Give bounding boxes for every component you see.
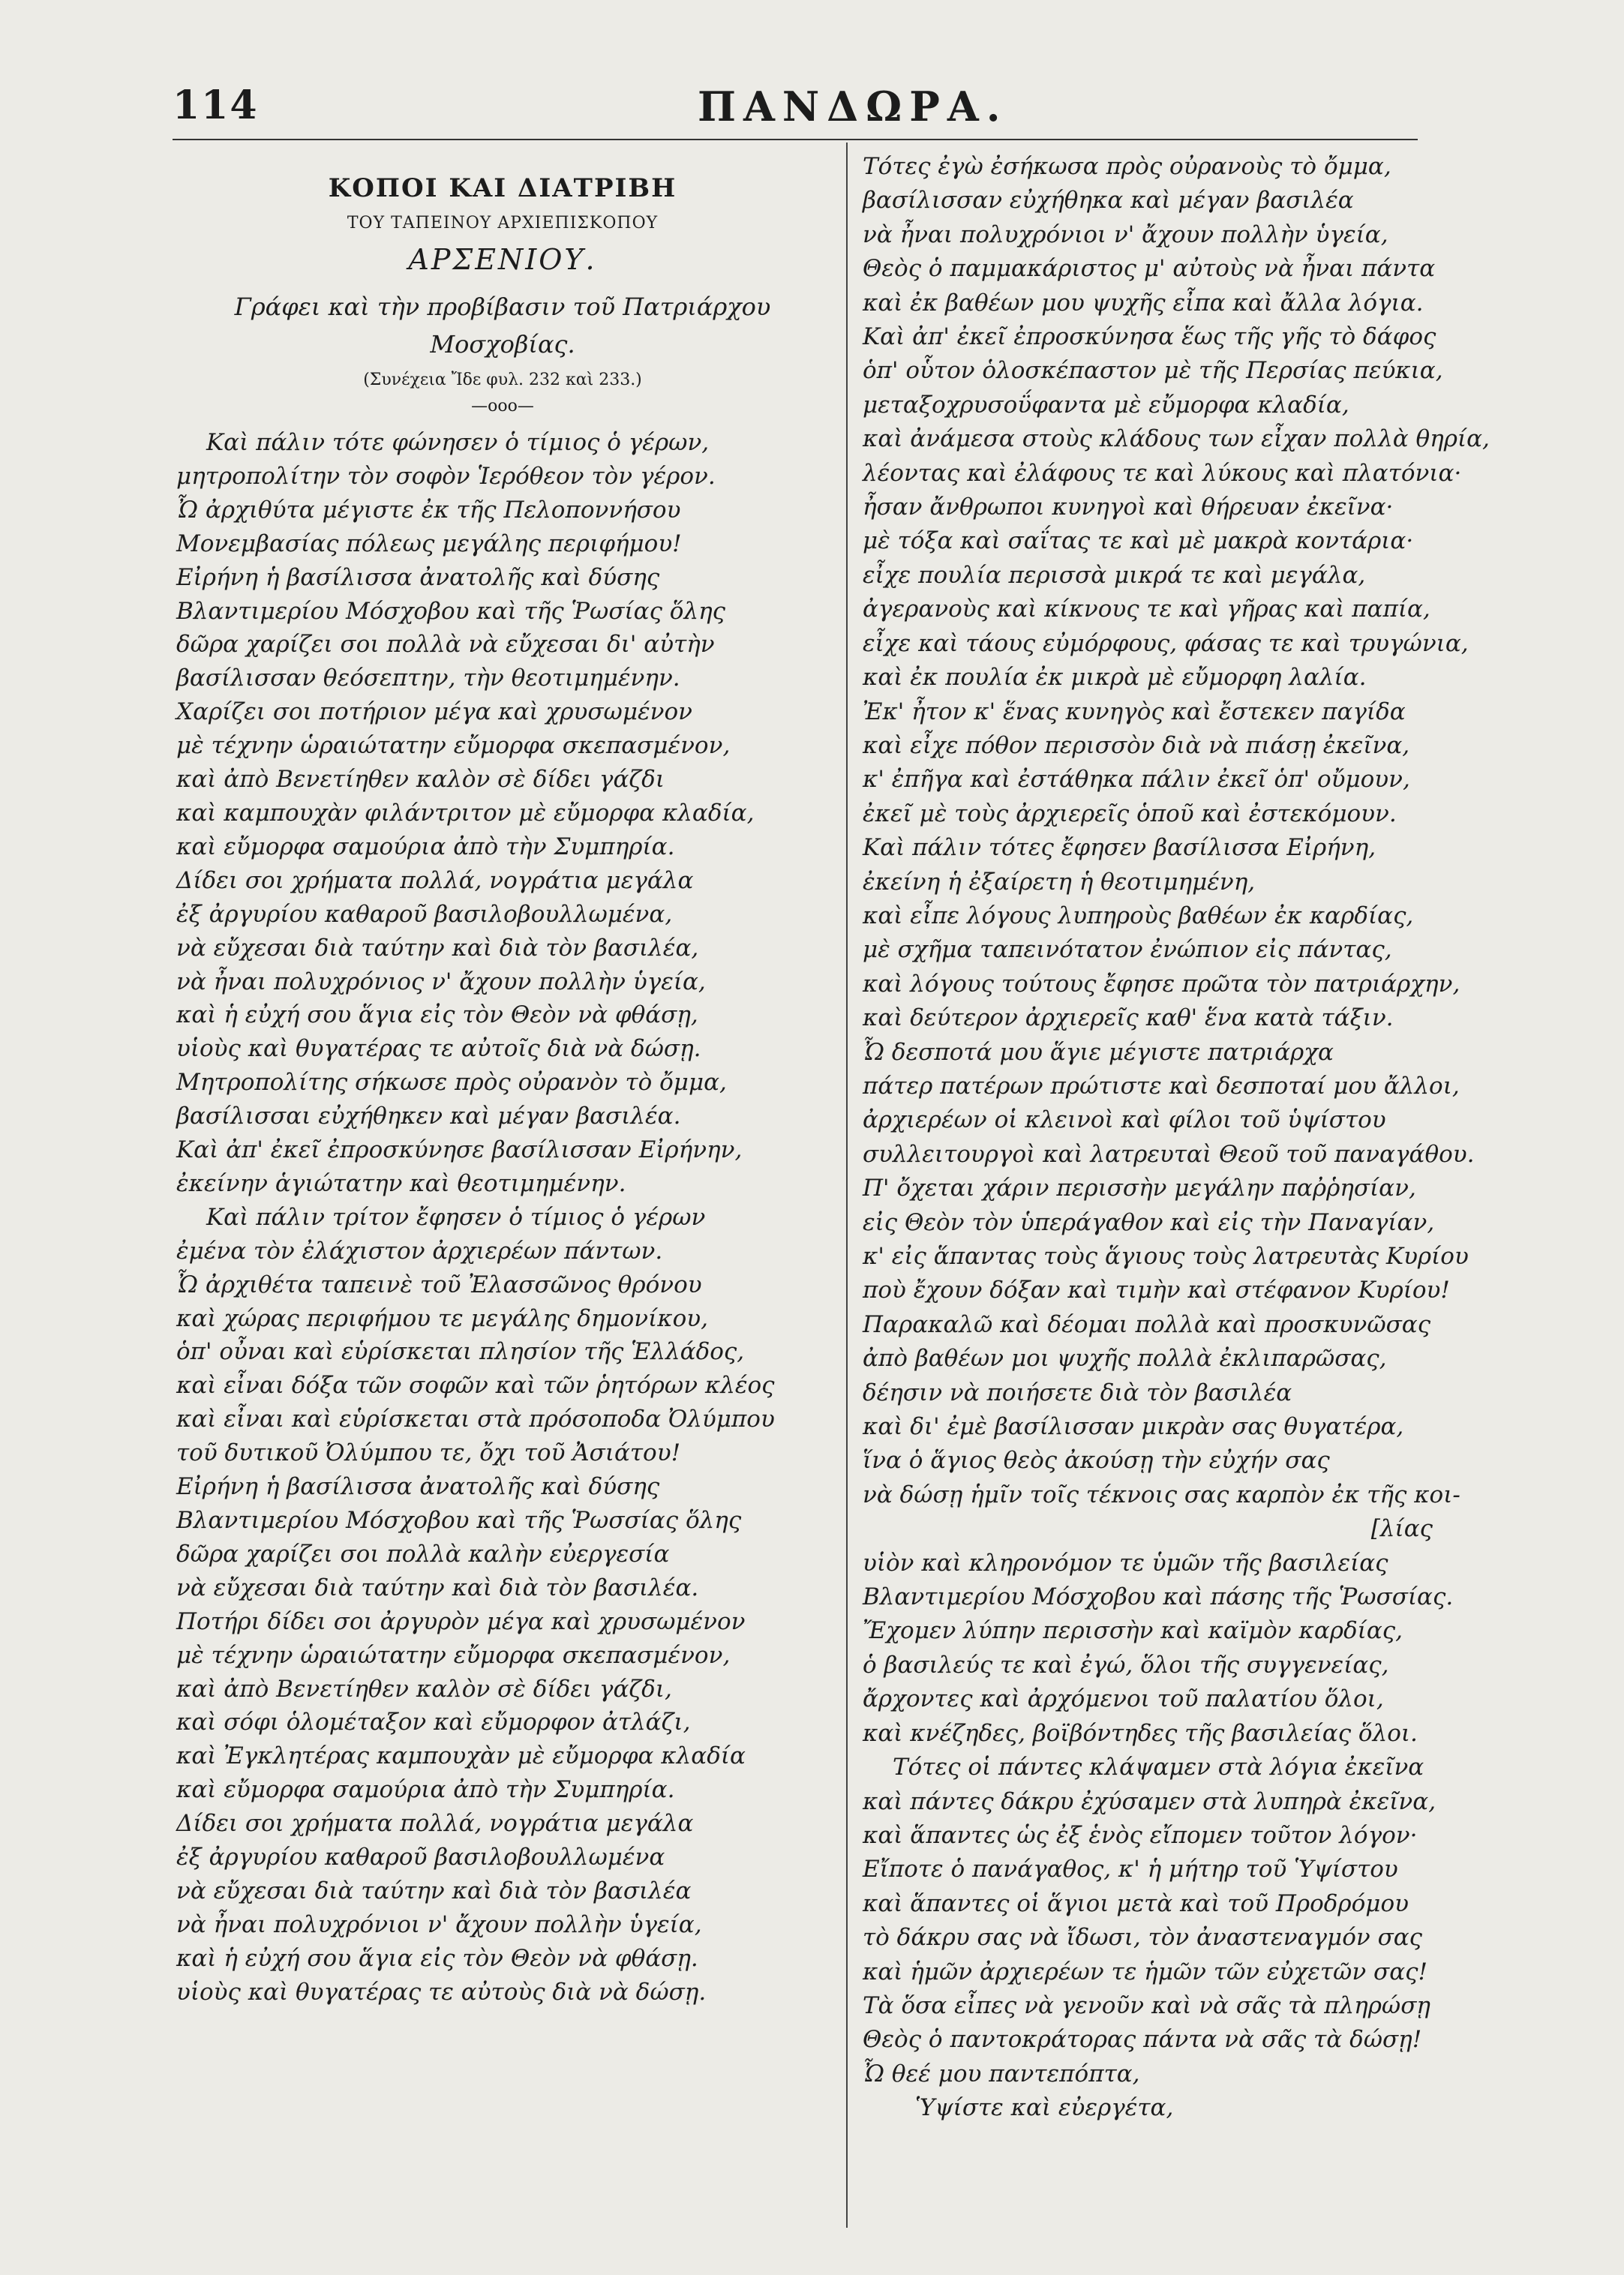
verse-line: Βλαντιμερίου Μόσχοβου καὶ τῆς Ῥωσίας ὅλης (176, 597, 726, 625)
verse-line: Ἔχομεν λύπην περισσὴν καὶ καϊμὸν καρδίας, (863, 1617, 1403, 1645)
verse-line: βασίλισσαν εὐχήθηκα καὶ μέγαν βασιλέα (863, 187, 1354, 215)
verse-line: Εἰρήνη ἡ βασίλισσα ἀνατολῆς καὶ δύσης (176, 563, 660, 591)
verse-line: μὲ τόξα καὶ σαΐτας τε καὶ μὲ μακρὰ κοντάρια· (863, 527, 1414, 555)
verse-line: μὲ σχῆμα ταπεινότατον ἐνώπιον εἰς πάντας, (863, 936, 1392, 964)
verse-line: Δίδει σοι χρήματα πολλά, νογράτια μεγάλα (176, 866, 694, 894)
verse-line: Τότες ἐγὼ ἐσήκωσα πρὸς οὐρανοὺς τὸ ὄμμα, (863, 153, 1391, 180)
verse-line: μεταξοχρυσοΰφαντα μὲ εὔμορφα κλαδία, (863, 391, 1349, 419)
verse-line: Καὶ ἀπ' ἐκεῖ ἐπροσκύνησε βασίλισσαν Εἰρήνην, (176, 1136, 743, 1164)
verse-line: ὁ βασιλεύς τε καὶ ἐγώ, ὅλοι τῆς συγγενείας, (863, 1651, 1389, 1679)
verse-line: Τὰ ὅσα εἶπες νὰ γενοῦν καὶ νὰ σᾶς τὰ πληρώσῃ (863, 1991, 1430, 2019)
verse-line: νὰ ἦναι πολυχρόνιος ν' ἄχουν πολλὴν ὑγεία, (176, 968, 706, 995)
verse-line: βασίλισσαι εὐχήθηκεν καὶ μέγαν βασιλέα. (176, 1103, 681, 1130)
verse-line: καὶ εὔμορφα σαμούρια ἀπὸ τὴν Συμπηρία. (176, 833, 675, 860)
article-author: ΑΡΣΕΝΙΟΥ. (408, 243, 597, 276)
ornament-divider: —οοο— (471, 397, 534, 416)
verse-line: καὶ ἡμῶν ἀρχιερέων τε ἡμῶν τῶν εὐχετῶν σας! (863, 1958, 1427, 1985)
article-description-line: Μοσχοβίας. (430, 330, 575, 359)
verse-line: ἀπὸ βαθέων μοι ψυχῆς πολλὰ ἐκλιπαρῶσας, (863, 1345, 1387, 1373)
verse-line: καὶ εὔμορφα σαμούρια ἀπὸ τὴν Συμπηρία. (176, 1776, 675, 1804)
article-description (191, 288, 814, 363)
verse-line: Ἐκ' ἦτον κ' ἕνας κυνηγὸς καὶ ἔστεκεν παγίδα (863, 698, 1406, 725)
verse-line: ποὺ ἔχουν δόξαν καὶ τιμὴν καὶ στέφανον Κυρίου! (863, 1277, 1450, 1304)
verse-line: καὶ πάντες δάκρυ ἐχύσαμεν στὰ λυπηρὰ ἐκεῖνα, (863, 1787, 1436, 1815)
verse-line: καὶ κνέζηδες, βοϊβόντηδες τῆς βασιλείας ὅλοι. (863, 1719, 1418, 1747)
article-description-line: Γράφει καὶ τὴν προβίβασιν τοῦ Πατριάρχου (234, 293, 771, 321)
verse-line: ὁπ' οὗτον ὁλοσκέπαστον μὲ τῆς Περσίας πεύκια, (863, 357, 1443, 385)
verse-line: ἐμένα τὸν ἐλάχιστον ἀρχιερέων πάντων. (176, 1237, 663, 1265)
verse-line: καὶ δεύτερον ἀρχιερεῖς καθ' ἕνα κατὰ τάξιν. (863, 1004, 1394, 1032)
verse-line: ἐκείνην ἁγιώτατην καὶ θεοτιμημένην. (176, 1169, 626, 1197)
verse-line: καὶ ἀνάμεσα στοὺς κλάδους των εἶχαν πολλὰ θηρία, (863, 425, 1490, 453)
verse-line: Τότες οἱ πάντες κλάψαμεν στὰ λόγια ἐκεῖνα (893, 1754, 1424, 1781)
verse-line: δέησιν νὰ ποιήσετε διὰ τὸν βασιλέα (863, 1379, 1292, 1406)
verse-line: νὰ εὔχεσαι διὰ ταύτην καὶ διὰ τὸν βασιλέα. (176, 1574, 699, 1601)
verse-line: καὶ εἶχε πόθον περισσὸν διὰ νὰ πιάσῃ ἐκεῖνα, (863, 731, 1410, 759)
verse-line: ἐκείνη ἡ ἐξαίρετη ἡ θεοτιμημένη, (863, 868, 1256, 896)
verse-line: Καὶ πάλιν τότες ἔφησεν βασίλισσα Εἰρήνη, (863, 834, 1376, 862)
verse-line: μητροπολίτην τὸν σοφὸν Ἱερόθεον τὸν γέρον. (176, 462, 716, 490)
verse-line: νὰ εὔχεσαι διὰ ταύτην καὶ διὰ τὸν βασιλέα (176, 1877, 692, 1904)
verse-line: Π' ὄχεται χάριν περισσὴν μεγάλην παῤῥησίαν, (863, 1175, 1416, 1202)
article-subtitle: ΤΟΥ ΤΑΠΕΙΝΟΥ ΑΡΧΙΕΠΙΣΚΟΠΟΥ (347, 214, 659, 233)
verse-line: κ' εἰς ἅπαντας τοὺς ἅγιους τοὺς λατρευτὰς Κυρίου (863, 1243, 1469, 1270)
verse-line: καὶ εἶναι καὶ εὑρίσκεται στὰ πρόσοποδα Ὀλύμπου (176, 1406, 775, 1433)
verse-line: καὶ ἅπαντες οἱ ἅγιοι μετὰ καὶ τοῦ Προδρόμου (863, 1889, 1409, 1917)
verse-line: καὶ δι' ἐμὲ βασίλισσαν μικρὰν σας θυγατέρα, (863, 1413, 1404, 1441)
verse-line: καὶ εἶναι δόξα τῶν σοφῶν καὶ τῶν ῥητόρων κλέος (176, 1372, 775, 1400)
verse-line: νὰ ἦναι πολυχρόνιοι ν' ἄχουν πολλὴν ὑγεία, (176, 1910, 702, 1938)
verse-line: Ποτήρι δίδει σοι ἀργυρὸν μέγα καὶ χρυσωμένον (176, 1607, 746, 1635)
verse-line: Καὶ πάλιν τρίτον ἔφησεν ὁ τίμιος ὁ γέρων (206, 1203, 706, 1231)
left-column-text (176, 426, 829, 2009)
verse-line: καὶ ἡ εὐχή σου ἅγια εἰς τὸν Θεὸν νὰ φθάσῃ. (176, 1944, 698, 1972)
verse-line: καὶ εἶπε λόγους λυπηροὺς βαθέων ἐκ καρδίας, (863, 902, 1414, 929)
page-number: 114 (173, 83, 259, 128)
verse-line: μὲ τέχνην ὡραιώτατην εὔμορφα σκεπασμένον, (176, 1641, 731, 1669)
verse-line: δῶρα χαρίζει σοι πολλὰ καλὴν εὐεργεσία (176, 1540, 670, 1568)
verse-line: μὲ τέχνην ὡραιώτατην εὔμορφα σκεπασμένον, (176, 732, 731, 760)
verse-line: καὶ ἀπὸ Βενετίηθεν καλὸν σὲ δίδει γάζδι (176, 766, 665, 794)
verse-line: βασίλισσαν θεόσεπτην, τὴν θεοτιμημένην. (176, 665, 680, 692)
verse-line: ὁπ' οὖναι καὶ εὑρίσκεται πλησίον τῆς Ἑλλάδος, (176, 1338, 745, 1366)
verse-line: ἐκεῖ μὲ τοὺς ἀρχιερεῖς ὁποῦ καὶ ἐστεκόμουν. (863, 800, 1397, 827)
verse-line: υἱοὺς καὶ θυγατέρας τε αὐτοὺς διὰ νὰ δώσῃ. (176, 1978, 707, 2006)
verse-line: Χαρίζει σοι ποτήριον μέγα καὶ χρυσωμένον (176, 698, 692, 726)
verse-line: ἦσαν ἄνθρωποι κυνηγοὶ καὶ θήρευαν ἐκεῖνα· (863, 494, 1394, 521)
verse-line: ἄρχοντες καὶ ἀρχόμενοι τοῦ παλατίου ὅλοι, (863, 1685, 1384, 1713)
verse-line: Εἴποτε ὁ πανάγαθος, κ' ἡ μήτηρ τοῦ Ὑψίστου (863, 1856, 1398, 1883)
verse-line: συλλειτουργοὶ καὶ λατρευταὶ Θεοῦ τοῦ παναγάθου. (863, 1140, 1475, 1168)
verse-line: καὶ Ἐγκλητέρας καμπουχὰν μὲ εὔμορφα κλαδία (176, 1742, 746, 1770)
verse-line: Δίδει σοι χρήματα πολλά, νογράτια μεγάλα (176, 1810, 694, 1838)
verse-line: Βλαντιμερίου Μόσχοβου καὶ πάσης τῆς Ῥωσσίας. (863, 1583, 1454, 1611)
verse-line: νὰ ἦναι πολυχρόνιοι ν' ἄχουν πολλὴν ὑγεία, (863, 221, 1388, 248)
verse-line: Καὶ πάλιν τότε φώνησεν ὁ τίμιος ὁ γέρων, (206, 429, 710, 456)
verse-line: καὶ ἅπαντες ὡς ἐξ ἑνὸς εἴπομεν τοῦτον λόγον· (863, 1821, 1418, 1849)
column-divider (846, 143, 848, 2228)
verse-line: Θεὸς ὁ παμμακάριστος μ' αὐτοὺς νὰ ἦναι πάντα (863, 255, 1436, 283)
verse-line: Ὦ δεσποτά μου ἅγιε μέγιστε πατριάρχα (863, 1038, 1334, 1066)
article-title: ΚΟΠΟΙ ΚΑΙ ΔΙΑΤΡΙΒΗ (328, 173, 677, 203)
verse-line: καὶ καμπουχὰν φιλάντριτον μὲ εὔμορφα κλαδία, (176, 799, 755, 827)
verse-line: καὶ ἐκ βαθέων μου ψυχῆς εἶπα καὶ ἄλλα λόγια. (863, 289, 1424, 317)
verse-line: υἱοὺς καὶ θυγατέρας τε αὐτοῖς διὰ νὰ δώσῃ. (176, 1035, 701, 1063)
verse-line: καὶ λόγους τούτους ἔφησε πρῶτα τὸν πατριάρχην, (863, 970, 1460, 998)
verse-line: νὰ εὔχεσαι διὰ ταύτην καὶ διὰ τὸν βασιλέα, (176, 934, 699, 962)
verse-line: δῶρα χαρίζει σοι πολλὰ νὰ εὔχεσαι δι' αὐτὴν (176, 631, 715, 659)
verse-line: εἶχε καὶ τάους εὐμόρφους, φάσας τε καὶ τρυγώνια, (863, 629, 1469, 657)
verse-line: Ὦ ἀρχιθέτα ταπεινὲ τοῦ Ἐλασσῶνος θρόνου (176, 1271, 702, 1298)
verse-line: ἀγερανοὺς καὶ κίκνους τε καὶ γῆρας καὶ παπία, (863, 596, 1430, 623)
verse-line: Μητροπολίτης σήκωσε πρὸς οὐρανὸν τὸ ὄμμα, (176, 1069, 727, 1097)
verse-line: ἵνα ὁ ἅγιος θεὸς ἀκούσῃ τὴν εὐχήν σας (863, 1447, 1330, 1475)
verse-line: τὸ δάκρυ σας νὰ ἴδωσι, τὸν ἀναστεναγμόν σας (863, 1924, 1423, 1952)
verse-line: ἀρχιερέων οἱ κλεινοὶ καὶ φίλοι τοῦ ὑψίστου (863, 1106, 1386, 1134)
verse-line: ἐξ ἀργυρίου καθαροῦ βασιλοβουλλωμένα, (176, 900, 673, 928)
verse-line: ἐξ ἀργυρίου καθαροῦ βασιλοβουλλωμένα (176, 1844, 665, 1871)
verse-line: εἶχε πουλία περισσὰ μικρά τε καὶ μεγάλα, (863, 561, 1366, 589)
verse-line: Ὑψίστε καὶ εὐεργέτα, (915, 2094, 1174, 2122)
verse-line: Βλαντιμερίου Μόσχοβου καὶ τῆς Ῥωσσίας ὅλης (176, 1507, 742, 1534)
verse-line: καὶ χώρας περιφήμου τε μεγάλης δημονίκου, (176, 1304, 708, 1332)
verse-line: κ' ἐπῆγα καὶ ἐστάθηκα πάλιν ἐκεῖ ὁπ' οὔμουν, (863, 766, 1410, 794)
verse-line: Καὶ ἀπ' ἐκεῖ ἐπροσκύνησα ἕως τῆς γῆς τὸ δάφος (863, 323, 1436, 351)
verse-line: λέοντας καὶ ἐλάφους τε καὶ λύκους καὶ πλατόνια· (863, 459, 1462, 487)
verse-line: Μονεμβασίας πόλεως μεγάλης περιφήμου! (176, 530, 682, 557)
header-rule (173, 139, 1418, 140)
verse-line: καὶ σόφι ὁλομέταξον καὶ εὔμορφον ἀτλάζι, (176, 1709, 691, 1736)
verse-line: υἱὸν καὶ κληρονόμον τε ὑμῶν τῆς βασιλείας (863, 1549, 1388, 1577)
verse-line: εἰς Θεὸν τὸν ὑπεράγαθον καὶ εἰς τὴν Παναγίαν, (863, 1208, 1435, 1236)
verse-line: Εἰρήνη ἡ βασίλισσα ἀνατολῆς καὶ δύσης (176, 1473, 660, 1501)
verse-line: Παρακαλῶ καὶ δέομαι πολλὰ καὶ προσκυνῶσας (863, 1310, 1431, 1338)
continuation-note: (Συνέχεια Ἴδε φυλ. 232 καὶ 233.) (363, 371, 642, 389)
verse-line: Ὦ θεέ μου παντεπόπτα, (863, 2060, 1140, 2087)
left-column (176, 154, 829, 2009)
verse-line: Ὦ ἀρχιθύτα μέγιστε ἐκ τῆς Πελοποννήσου (176, 496, 681, 524)
verse-line: καὶ ἡ εὐχή σου ἅγια εἰς τὸν Θεὸν νὰ φθάσῃ, (176, 1001, 698, 1029)
right-column (863, 150, 1490, 2126)
verse-line: τοῦ δυτικοῦ Ὀλύμπου τε, ὄχι τοῦ Ἀσιάτου! (176, 1439, 681, 1467)
verse-line: [λίας (1370, 1515, 1433, 1543)
running-head: ΠΑΝΔΩΡΑ. (698, 83, 1008, 131)
verse-line: καὶ ἐκ πουλία ἐκ μικρὰ μὲ εὔμορφη λαλία. (863, 664, 1367, 692)
verse-line: καὶ ἀπὸ Βενετίηθεν καλὸν σὲ δίδει γάζδι, (176, 1675, 672, 1703)
verse-line: νὰ δώσῃ ἡμῖν τοῖς τέκνοις σας καρπὸν ἐκ τῆς κοι- (863, 1481, 1460, 1508)
right-column-text (863, 150, 1490, 2126)
verse-line: πάτερ πατέρων πρώτιστε καὶ δεσποταί μου ἄλλοι, (863, 1072, 1460, 1100)
verse-line: Θεὸς ὁ παντοκράτορας πάντα νὰ σᾶς τὰ δώσῃ! (863, 2026, 1422, 2054)
